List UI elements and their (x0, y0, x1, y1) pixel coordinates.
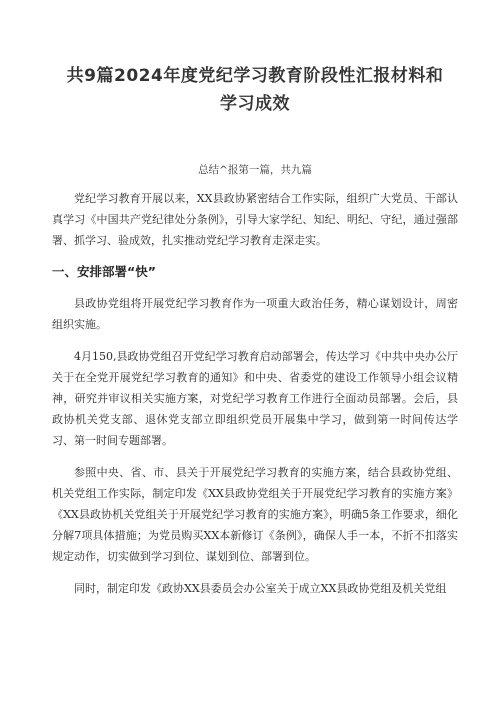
document-subtitle: 总结^报第一篇，共九篇 (198, 164, 312, 176)
intro-paragraph: 党纪学习教育开展以来，XX县政协紧密结合工作实际，组织广大党员、干部认真学习《中国共产党纪律处分条例》，引导大家学纪、知纪、明纪、守纪，通过强部署、抓学习、验成效，扎实推动党纪学习教育走深走实。 (52, 192, 458, 247)
paragraph-3: 参照中央、省、市、县关于开展党纪学习教育的实施方案，结合县政协党组、机关党组工作实际，制定印发《XX县政协党组关于开展党纪学习教育的实施方案》《XX县政协机关党组关于开展党纪学习教育的实施方案》，明确5条工作要求，细化分解7项具体措施；为党员购买XX本新修订《条例》，确保人手一本，不折不扣落实规定动作，切实做到学习到位、谋划到位、部署到位。 (52, 466, 458, 563)
paragraph-4: 同时，制定印发《政协XX县委员会办公室关于成立XX县政协党组及机关党组 (74, 582, 447, 595)
paragraph-1: 县政协党组将开展党纪学习教育作为一项重大政治任务，精心谋划设计，周密组织实施。 (52, 297, 458, 331)
section-heading-1: 一、安排部署“快” (52, 264, 156, 279)
document-title: 共9篇2024年度党纪学习教育阶段性汇报材料和学习成效 (66, 66, 444, 114)
paragraph-2: 4月150,县政协党组召开党纪学习教育启动部署会，传达学习《中共中央办公厅关于在全党开展党纪学习教育的通知》和中央、省委党的建设工作领导小组会议精神，研究并审议相关实施方案，对党纪学习教育工作进行全面动员部署。会后，县政协机关党支部、退休党支部立即组织党员开展集中学习，做到第一时间传达学习、第一时间专题部署。 (52, 350, 458, 447)
